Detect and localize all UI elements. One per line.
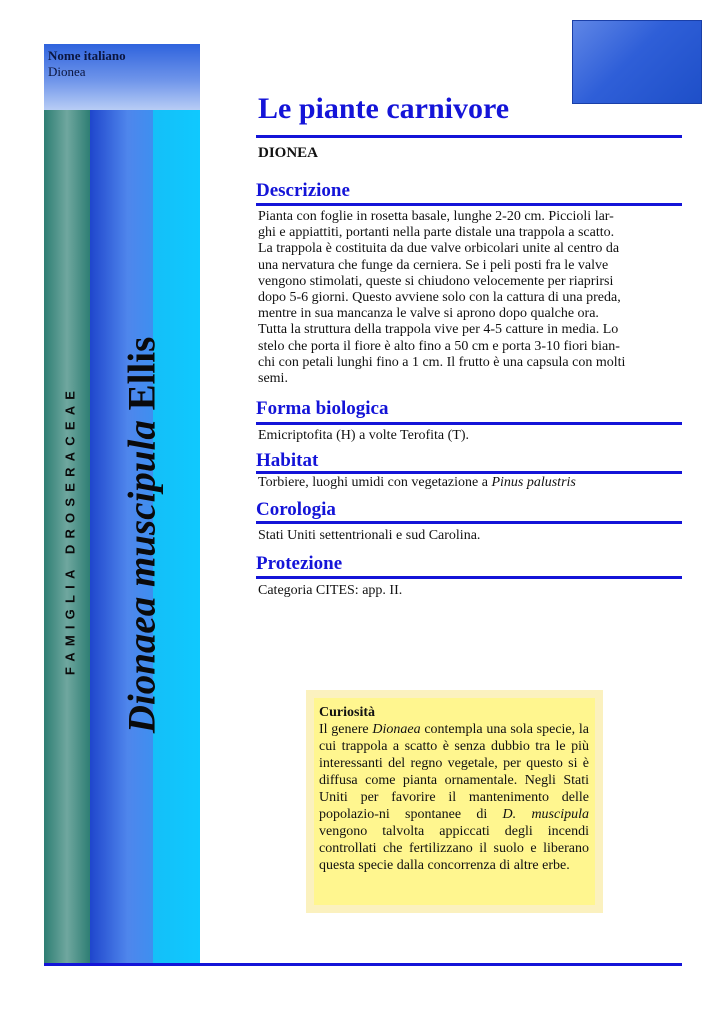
curiosita-species: D. muscipula [502, 807, 589, 822]
habitat-divider [256, 471, 682, 474]
plant-code: DIONEA [258, 145, 319, 161]
title-divider [256, 135, 682, 138]
descrizione-line: dopo 5-6 giorni. Questo avviene solo con la cattura di una preda, [258, 290, 621, 306]
descrizione-heading: Descrizione [256, 180, 350, 201]
descrizione-text [258, 209, 678, 387]
habitat-text-plain: Torbiere, luoghi umidi con vegetazione a [258, 475, 492, 490]
protezione-heading: Protezione [256, 553, 343, 574]
corner-decoration [572, 20, 702, 104]
curiosita-title: Curiosità [319, 705, 375, 720]
habitat-heading: Habitat [256, 450, 319, 471]
forma-biologica-heading: Forma biologica [256, 398, 389, 419]
descrizione-line: stelo che porta il fiore è alto fino a 50 cm e porta 3-10 fiori bian- [258, 338, 620, 354]
descrizione-line: chi con petali lunghi fino a 1 cm. Il frutto è una capsula con molti [258, 354, 626, 370]
descrizione-line: La trappola è costituita da due valve orbicolari unite al centro da [258, 241, 620, 257]
protezione-divider [256, 576, 682, 579]
corologia-heading: Corologia [256, 499, 336, 520]
italian-name-value: Dionea [48, 64, 86, 79]
species-label [120, 337, 165, 734]
descrizione-line: mentre in sua mancanza le valve si aprono dopo qualche ora. [258, 306, 599, 322]
descrizione-line: semi. [258, 371, 288, 387]
species-author: Ellis [120, 336, 164, 421]
italian-name-box [44, 44, 200, 110]
curiosita-text-1: Il genere [319, 722, 373, 737]
italian-name-label: Nome italiano [48, 48, 126, 63]
corologia-text: Stati Uniti settentrionali e sud Carolina. [258, 528, 481, 543]
page-title: Le piante carnivore [258, 92, 510, 125]
descrizione-divider [256, 203, 682, 206]
habitat-text-italic: Pinus palustris [491, 475, 576, 490]
family-text: FAMIGLIA DROSERACEAE [62, 384, 78, 676]
curiosita-text [319, 721, 589, 874]
forma-biologica-text: Emicriptofita (H) a volte Terofita (T). [258, 428, 470, 443]
curiosita-genus: Dionaea [372, 722, 421, 737]
habitat-text [258, 475, 678, 491]
descrizione-line: vengono stimolati, queste si chiudono velocemente per riaprirsi [258, 273, 614, 289]
descrizione-line: Tutta la struttura della trappola vive per 4-5 catture in media. Lo [258, 322, 619, 338]
corologia-divider [256, 521, 682, 524]
protezione-text: Categoria CITES: app. II. [258, 583, 403, 598]
bottom-divider [44, 963, 682, 966]
curiosita-text-3: vengono talvolta appiccati degli incendi controllati che fertilizzano il suolo e liberano questa specie dalla concorrenza di altre erbe. [319, 824, 589, 873]
descrizione-line: Pianta con foglie in rosetta basale, lunghe 2-20 cm. Piccioli lar- [258, 209, 614, 224]
curiosita-content [314, 698, 595, 905]
curiosita-text-2: contempla una sola specie, la cui trappola a scatto è senza dubbio tra le più interessanti del regno vegetale, per questo si è diffusa come pianta ornamentale. Negli Stati Uniti per favorire il mantenimento delle popolazio-ni spontanee di [319, 722, 589, 822]
forma-biologica-divider [256, 422, 682, 425]
species-italic: Dionaea muscipula [120, 420, 164, 734]
descrizione-line: ghi e appiattiti, portanti nella parte distale una trappola a scatto. [258, 225, 615, 241]
descrizione-line: una nervatura che funge da cerniera. Se i peli posti fra le valve [258, 257, 609, 273]
